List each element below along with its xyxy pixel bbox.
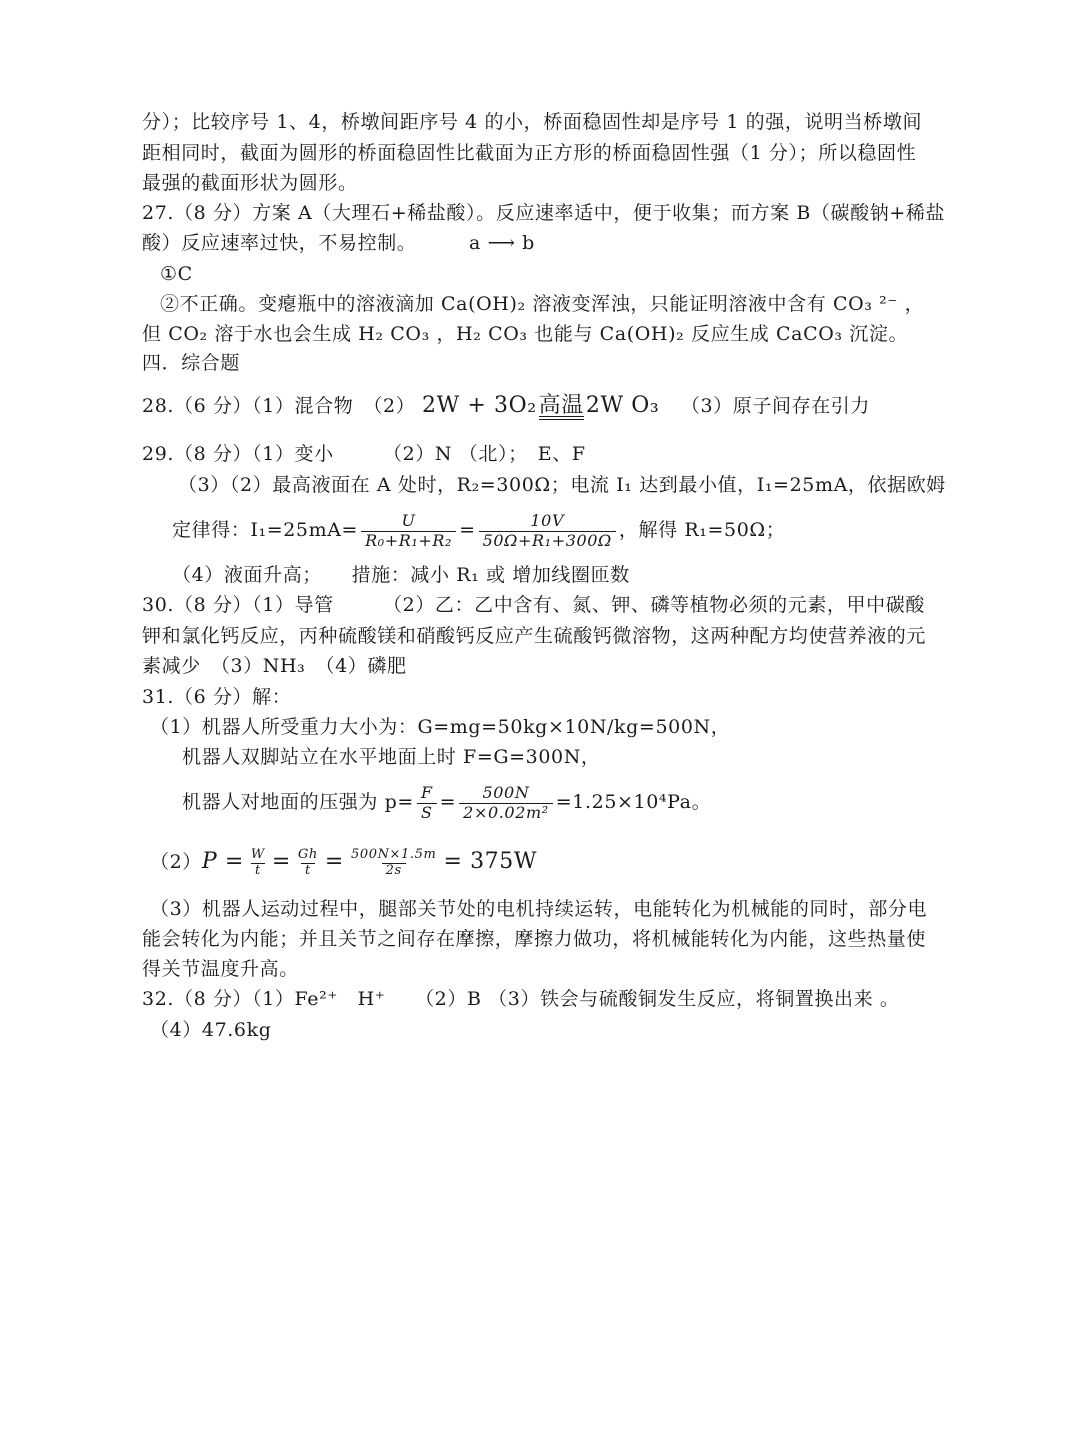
fraction [347, 848, 440, 879]
text-line: （1）机器人所受重力大小为：G=mg=50kg×10N/kg=500N， [150, 716, 731, 738]
denominator: R₀+R₁+R₂ [361, 531, 456, 550]
question-28-line [142, 394, 942, 420]
text-segment: 机器人对地面的压强为 p= [182, 791, 414, 813]
denominator: 2s [382, 863, 406, 879]
text-line: 分）；比较序号 1、4，桥墩间距序号 4 的小，桥面稳固性却是序号 1 的强，说明当桥墩间 [142, 111, 923, 133]
text-line: （4）47.6kg [150, 1019, 272, 1041]
text-line: 能会转化为内能；并且关节之间存在摩擦，摩擦力做功，将机械能转化为内能，这些热量使 [142, 928, 927, 950]
text-line: 距相同时，截面为圆形的桥面稳固性比截面为正方形的桥面稳固性强（1 分）；所以稳固性 [142, 142, 917, 164]
denominator: 2×0.02m² [459, 803, 553, 822]
equals-sign: = [459, 519, 476, 541]
numerator: U [401, 511, 416, 531]
text-line [142, 231, 942, 255]
text-segment: （2） [150, 851, 202, 873]
text-line: 机器人双脚站立在水平地面上时 F=G=300N， [182, 746, 601, 768]
equation-reactants: 2W + 3O₂ [421, 393, 537, 418]
section-heading: 四．综合题 [142, 352, 241, 374]
question-30-line: 30.（8 分）（1）导管 （2）乙：乙中含有、氮、钾、磷等植物必须的元素，甲中碳酸 [142, 594, 925, 616]
text-line: ①C [160, 263, 193, 285]
numerator: 500N [482, 783, 530, 803]
text-line: ②不正确。变瘪瓶中的溶液滴加 Ca(OH)₂ 溶液变浑浊，只能证明溶液中含有 CO₃ ²⁻ ， [160, 293, 925, 315]
result: = 375W [443, 849, 538, 874]
denominator: t [251, 863, 265, 879]
equation-products: 2W O₃ [585, 393, 660, 418]
text-line: 素减少 （3）NH₃ （4）磷肥 [142, 655, 407, 677]
numerator: F [420, 783, 433, 803]
numerator: 500N×1.5m [350, 846, 437, 862]
numerator: Gh [297, 846, 318, 862]
equals-sign: = [439, 791, 457, 813]
text-line: 但 CO₂ 溶于水也会生成 H₂ CO₃ ，H₂ CO₃ 也能与 Ca(OH)₂ 反应生成 CaCO₃ 沉淀。 [142, 323, 909, 345]
pressure-equation [182, 780, 982, 824]
denominator: t [301, 863, 315, 879]
text-segment: 定律得：I₁=25mA= [172, 519, 359, 541]
question-32-line: 32.（8 分）（1）Fe²⁺ H⁺ （2）B （3）铁会与硫酸铜发生反应，将铜置换出来 。 [142, 988, 900, 1010]
arrow-notation: a ⟶ b [469, 232, 535, 254]
reaction-condition: 高温 [538, 393, 584, 418]
ohm-law-equation [172, 508, 972, 552]
fraction [459, 784, 553, 822]
text-line: （3）机器人运动过程中，腿部关节处的电机持续运转，电能转化为机械能的同时，部分电 [150, 898, 928, 920]
numerator: W [250, 846, 265, 862]
text-segment: 酸）反应速率过快，不易控制。 [142, 232, 417, 254]
text-segment: ，解得 R₁=50Ω； [618, 519, 786, 541]
text-line: 钾和氯化钙反应，丙种硫酸镁和硝酸钙反应产生硫酸钙微溶物，这两种配方均使营养液的元 [142, 625, 927, 647]
numerator: 10V [530, 511, 565, 531]
power-symbol: P = [201, 849, 244, 874]
denominator: 50Ω+R₁+300Ω [479, 531, 616, 550]
question-27-line: 27.（8 分）方案 A（大理石+稀盐酸）。反应速率适中，便于收集；而方案 B（碳酸钠+稀盐 [142, 202, 946, 224]
denominator: S [417, 803, 437, 822]
fraction [361, 512, 456, 550]
fraction [247, 848, 269, 879]
fraction [479, 512, 616, 550]
text-line: 最强的截面形状为圆形。 [142, 172, 358, 194]
power-equation: （2）P = $\frac{W}{t}$ = $\frac{Gh}{t}$ = $\frac{500N\times 1.5m}{2s}$ = 375W [150, 846, 538, 878]
text-line: （3）（2）最高液面在 A 处时，R₂=300Ω；电流 I₁ 达到最小值，I₁=25mA，依据欧姆 [178, 474, 946, 496]
text-segment: =1.25×10⁴Pa。 [555, 791, 712, 813]
fraction [417, 784, 437, 822]
text-segment: （3）原子间存在引力 [680, 395, 871, 417]
fraction [294, 848, 322, 879]
question-31-line: 31.（6 分）解： [142, 686, 292, 708]
text-line: 得关节温度升高。 [142, 958, 299, 980]
chemical-equation [422, 393, 667, 418]
question-29-line: 29.（8 分）（1）变小 （2）N （北）； E、F [142, 443, 586, 465]
text-segment: 28.（6 分）（1）混合物 （2） [142, 395, 416, 417]
text-line: （4）液面升高； 措施：减小 R₁ 或 增加线圈匝数 [172, 564, 630, 586]
